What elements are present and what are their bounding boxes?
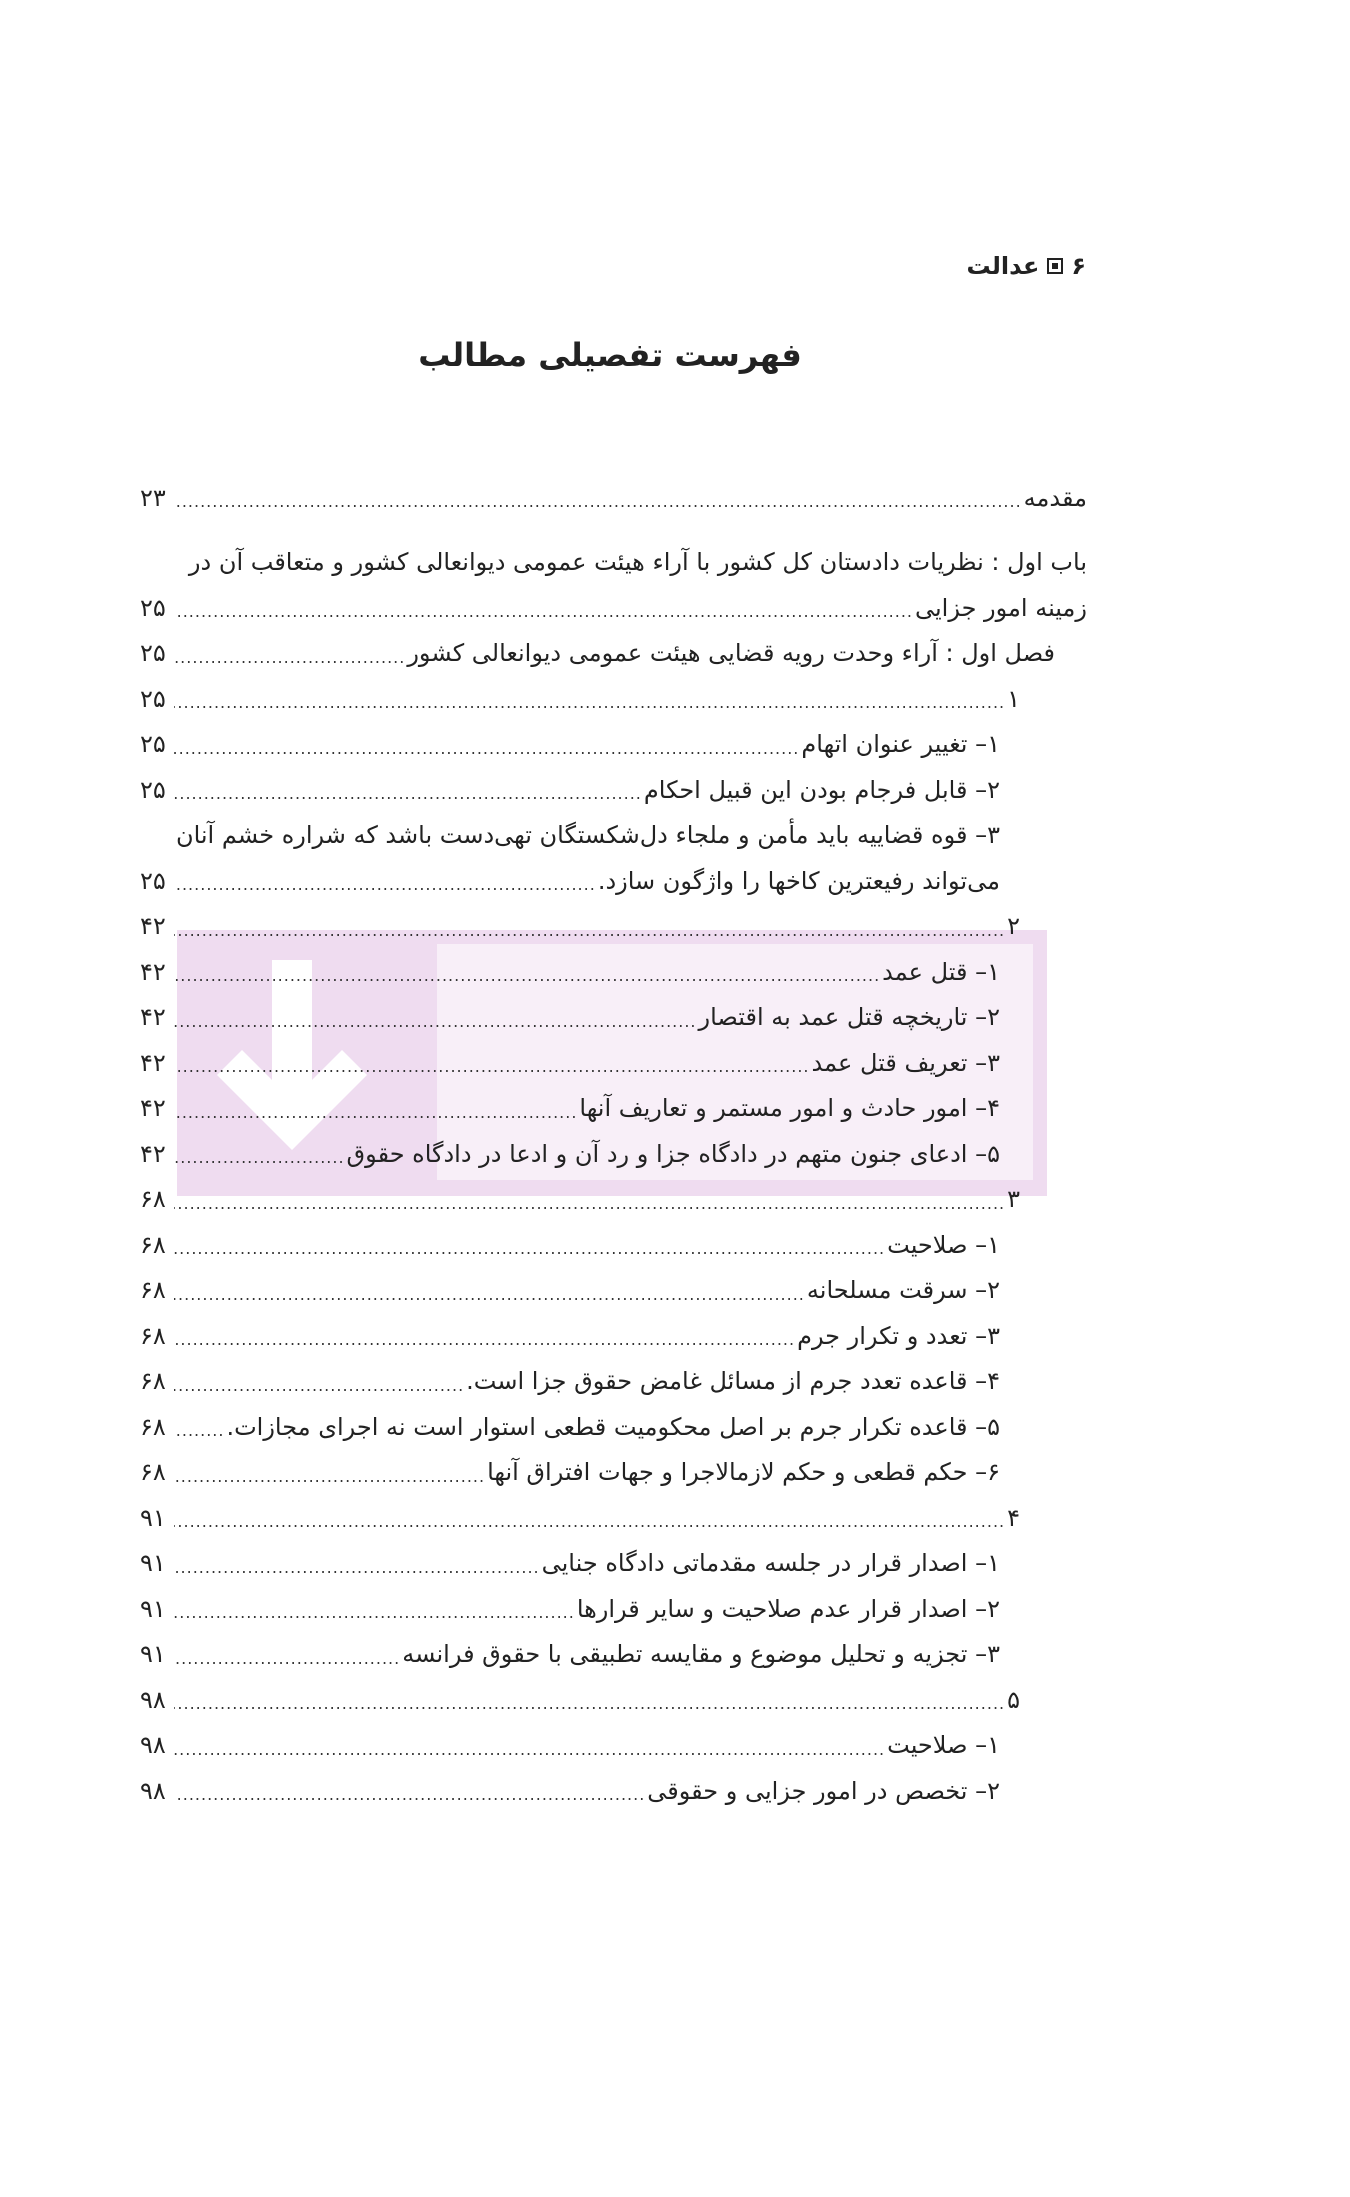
dot-leader (174, 1004, 697, 1031)
dot-leader (174, 1595, 575, 1622)
entry-text: ۲– اصدار قرار عدم صلاحیت و سایر قرارها (576, 1594, 1000, 1623)
page-number: ۶ (1071, 252, 1086, 280)
entry-text: ۴ (1007, 1503, 1020, 1532)
dot-leader (174, 1686, 1005, 1713)
dot-leader (174, 484, 1022, 511)
dot-leader (174, 1140, 345, 1167)
entry-page: ۲۵ (140, 866, 166, 895)
entry-page: ۹۱ (140, 1594, 166, 1623)
entry-text: ۳ (1007, 1185, 1020, 1214)
entry-page: ۹۸ (140, 1685, 166, 1714)
entry-text: باب اول : نظریات دادستان کل کشور با آراء هیئت عمومی دیوانعالی کشور و متعاقب آن در (188, 548, 1087, 577)
toc-entry[interactable] (140, 949, 1087, 995)
toc-entry[interactable] (140, 1541, 1087, 1587)
toc-entry[interactable] (140, 1040, 1087, 1086)
dot-leader (174, 1322, 795, 1349)
entry-text: ۱ (1007, 684, 1020, 713)
toc-entry[interactable] (140, 1177, 1087, 1223)
entry-page: ۴۲ (140, 1048, 166, 1077)
entry-text: ۳– قوه قضاییه باید مأمن و ملجاء دل‌شکستگان تهی‌دست باشد که شراره خشم آنان (175, 821, 1000, 850)
toc-entry[interactable] (140, 1768, 1087, 1814)
running-header (966, 252, 1086, 280)
dot-leader (174, 913, 1005, 940)
dot-leader (174, 640, 405, 667)
dot-leader (174, 1732, 885, 1759)
entry-text: ۲– تخصص در امور جزایی و حقوقی (647, 1776, 1000, 1805)
toc-entry[interactable] (140, 1268, 1087, 1314)
entry-text: ۱– قتل عمد (882, 957, 1000, 986)
entry-page: ۴۲ (140, 957, 166, 986)
dot-leader (174, 1641, 400, 1668)
entry-page: ۴۲ (140, 1003, 166, 1032)
entry-page: ۲۵ (140, 775, 166, 804)
toc-entry[interactable] (140, 1086, 1087, 1132)
entry-text: ۴– قاعده تعدد جرم از مسائل غامض حقوق جزا است. (466, 1367, 1000, 1396)
dot-leader (174, 958, 880, 985)
entry-text: فصل اول : آراء وحدت رویه قضایی هیئت عمومی دیوانعالی کشور (407, 639, 1055, 668)
table-of-contents (140, 475, 1087, 1814)
entry-text: ۳– تعدد و تکرار جرم (797, 1321, 1000, 1350)
toc-entry[interactable] (140, 1723, 1087, 1769)
toc-entry-line[interactable] (140, 813, 1087, 859)
dot-leader (174, 1186, 1005, 1213)
dot-leader (174, 1413, 224, 1440)
dot-leader (174, 1459, 485, 1486)
toc-entry[interactable] (140, 1359, 1087, 1405)
dot-leader (174, 1504, 1005, 1531)
entry-text: ۴– امور حادث و امور مستمر و تعاریف آنها (579, 1094, 1000, 1123)
dot-leader (174, 594, 913, 621)
entry-text: ۲– تاریخچه قتل عمد به اقتصار (698, 1003, 1000, 1032)
entry-page: ۹۱ (140, 1549, 166, 1578)
entry-page: ۲۳ (140, 483, 166, 512)
entry-text: ۲– قابل فرجام بودن این قبیل احکام (643, 775, 1000, 804)
toc-entry[interactable] (140, 1404, 1087, 1450)
entry-page: ۹۸ (140, 1731, 166, 1760)
entry-page: ۶۸ (140, 1412, 166, 1441)
toc-entry[interactable] (140, 1450, 1087, 1496)
dot-leader (174, 1277, 805, 1304)
dot-leader (174, 1368, 464, 1395)
toc-entry[interactable] (140, 767, 1087, 813)
entry-text: ۱– اصدار قرار در جلسه مقدماتی دادگاه جنایی (541, 1549, 1000, 1578)
entry-page: ۶۸ (140, 1367, 166, 1396)
entry-page: ۲۵ (140, 684, 166, 713)
dot-leader (174, 776, 642, 803)
dot-leader (174, 1095, 577, 1122)
entry-text: ۵– ادعای جنون متهم در دادگاه جزا و رد آن و ادعا در دادگاه حقوق (346, 1139, 1000, 1168)
entry-text: ۵ (1007, 1685, 1020, 1714)
page-title: فهرست تفصیلی مطالب (418, 336, 802, 374)
entry-page: ۶۸ (140, 1185, 166, 1214)
toc-entry[interactable] (140, 858, 1087, 904)
dot-leader (174, 867, 596, 894)
toc-entry[interactable] (140, 475, 1087, 521)
toc-entry[interactable] (140, 1586, 1087, 1632)
square-ornament-icon (1047, 258, 1063, 274)
entry-text: ۳– تجزیه و تحلیل موضوع و مقایسه تطبیقی با حقوق فرانسه (402, 1640, 1000, 1669)
toc-entry[interactable] (140, 1313, 1087, 1359)
entry-page: ۹۱ (140, 1503, 166, 1532)
dot-leader (174, 685, 1005, 712)
entry-text: ۲ (1007, 912, 1020, 941)
entry-page: ۲۵ (140, 593, 166, 622)
toc-entry[interactable] (140, 585, 1087, 631)
entry-page: ۲۵ (140, 639, 166, 668)
entry-page: ۲۵ (140, 730, 166, 759)
book-title: عدالت (966, 252, 1040, 280)
toc-entry[interactable] (140, 722, 1087, 768)
entry-page: ۹۱ (140, 1640, 166, 1669)
entry-page: ۴۲ (140, 1094, 166, 1123)
entry-text: ۱– تغییر عنوان اتهام (801, 730, 1000, 759)
entry-text: زمینه امور جزایی (915, 593, 1087, 622)
entry-text: ۱– صلاحیت (887, 1230, 1000, 1259)
entry-text: ۵– قاعده تکرار جرم بر اصل محکومیت قطعی استوار است نه اجرای مجازات. (226, 1412, 1000, 1441)
entry-text: ۲– سرقت مسلحانه (806, 1276, 1000, 1305)
entry-page: ۹۸ (140, 1776, 166, 1805)
dot-leader (174, 731, 799, 758)
toc-entry[interactable] (140, 631, 1087, 677)
toc-entry[interactable] (140, 1495, 1087, 1541)
dot-leader (174, 1550, 540, 1577)
dot-leader (174, 1777, 645, 1804)
toc-entry[interactable] (140, 904, 1087, 950)
entry-page: ۴۲ (140, 912, 166, 941)
entry-page: ۶۸ (140, 1230, 166, 1259)
toc-entry[interactable] (140, 995, 1087, 1041)
toc-entry-line[interactable] (140, 540, 1087, 586)
entry-page: ۴۲ (140, 1139, 166, 1168)
dot-leader (174, 1231, 885, 1258)
toc-entry[interactable] (140, 1222, 1087, 1268)
entry-text: مقدمه (1023, 483, 1087, 512)
toc-entry[interactable] (140, 1677, 1087, 1723)
toc-entry[interactable] (140, 676, 1087, 722)
dot-leader (174, 1049, 810, 1076)
entry-text: ۶– حکم قطعی و حکم لازمالاجرا و جهات افتراق آنها (487, 1458, 1000, 1487)
entry-text: ۱– صلاحیت (887, 1731, 1000, 1760)
toc-entry[interactable] (140, 1632, 1087, 1678)
entry-page: ۶۸ (140, 1276, 166, 1305)
entry-text: ۳– تعریف قتل عمد (811, 1048, 1000, 1077)
entry-page: ۶۸ (140, 1321, 166, 1350)
entry-page: ۶۸ (140, 1458, 166, 1487)
toc-entry[interactable] (140, 1131, 1087, 1177)
entry-text: می‌تواند رفیعترین کاخها را واژگون سازد. (597, 866, 1000, 895)
